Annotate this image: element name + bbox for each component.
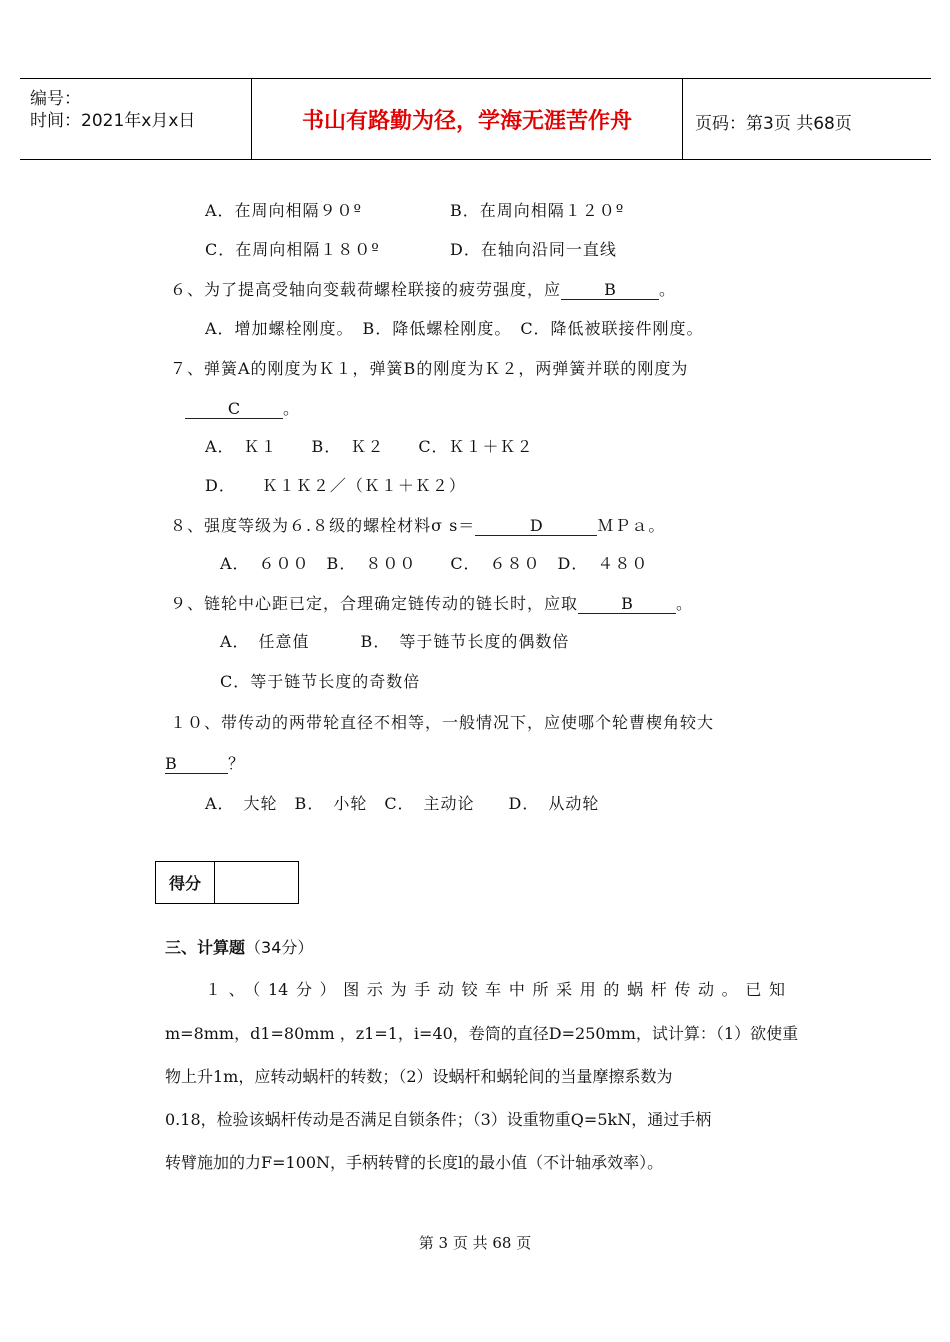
q7-answer: C bbox=[185, 399, 283, 419]
header-page-label: 页码：第3页 共68页 bbox=[695, 114, 852, 134]
page-footer: 第 3 页 共 68 页 bbox=[418, 1234, 532, 1252]
q9-line bbox=[170, 591, 693, 614]
q5-option-b: B．在周向相隔１２０º bbox=[450, 201, 625, 220]
q5-option-a: A．在周向相隔９０º bbox=[205, 201, 363, 220]
q7-answer-line bbox=[185, 396, 300, 419]
q10-end: ？ bbox=[228, 754, 246, 773]
q8-end: ＭＰａ。 bbox=[597, 516, 666, 535]
problem-line-1: １、（14分）图示为手动铰车中所采用的蜗杆传动。已知 bbox=[205, 980, 785, 999]
page-header bbox=[20, 78, 931, 160]
score-label: 得分 bbox=[156, 862, 215, 903]
section-points: （34分） bbox=[245, 938, 314, 957]
header-meta-cell bbox=[20, 79, 252, 159]
q9-answer: B bbox=[578, 594, 676, 614]
q8-text: ８、强度等级为６.８级的螺栓材料σ s＝ bbox=[170, 516, 476, 535]
section-title-text: 三、计算题 bbox=[165, 938, 246, 957]
q10-options: A． 大轮 B． 小轮 C． 主动论 D． 从动轮 bbox=[205, 794, 600, 813]
q5-option-c: C．在周向相隔１８０º bbox=[205, 240, 380, 259]
q7-options-2: D． Ｋ１Ｋ２／（Ｋ１＋Ｋ２） bbox=[205, 476, 466, 495]
q8-line bbox=[170, 513, 665, 536]
q9-options-2: C．等于链节长度的奇数倍 bbox=[220, 672, 421, 691]
problem-line-5: 转臂施加的力F=100N，手柄转臂的长度l的最小值（不计轴承效率）。 bbox=[165, 1153, 664, 1172]
number-label: 编号： bbox=[30, 89, 81, 109]
q9-end: 。 bbox=[676, 594, 694, 613]
section-title bbox=[165, 935, 313, 958]
time-label: 时间：2021年x月x日 bbox=[30, 111, 196, 131]
q8-answer: D bbox=[475, 516, 597, 536]
q6-options: A．增加螺栓刚度。 B．降低螺栓刚度。 C．降低被联接件刚度。 bbox=[205, 319, 704, 338]
problem-line-3: 物上升1m，应转动蜗杆的转数；（2）设蜗杆和蜗轮间的当量摩擦系数为 bbox=[165, 1067, 673, 1086]
q6-line bbox=[170, 277, 676, 300]
q8-options: A． ６００ B． ８００ C． ６８０ D． ４８０ bbox=[220, 554, 649, 573]
problem-line-4: 0.18，检验该蜗杆传动是否满足自锁条件；（3）设重物重Q=5kN，通过手柄 bbox=[165, 1110, 712, 1129]
q5-option-d: D．在轴向沿同一直线 bbox=[450, 240, 617, 259]
q10-answer-line bbox=[165, 751, 245, 774]
score-box bbox=[155, 861, 299, 904]
q9-text: ９、链轮中心距已定，合理确定链传动的链长时，应取 bbox=[170, 594, 579, 613]
q7-text: ７、弹簧A的刚度为Ｋ１，弹簧B的刚度为Ｋ２，两弹簧并联的刚度为 bbox=[170, 359, 689, 378]
q6-text: ６、为了提高受轴向变载荷螺栓联接的疲劳强度，应 bbox=[170, 280, 562, 299]
q9-options-1: A． 任意值 B． 等于链节长度的偶数倍 bbox=[220, 632, 570, 651]
q7-end: 。 bbox=[283, 399, 301, 418]
q10-answer: B bbox=[165, 754, 228, 774]
q10-text: １０、带传动的两带轮直径不相等，一般情况下，应使哪个轮曹楔角较大 bbox=[170, 713, 715, 732]
q6-end: 。 bbox=[659, 280, 677, 299]
q7-options-1: A． Ｋ１ B． Ｋ２ C．Ｋ１＋Ｋ２ bbox=[205, 437, 534, 456]
q6-answer: B bbox=[561, 280, 659, 300]
problem-line-2: m=8mm，d1=80mm ，z1=1，i=40，卷筒的直径D=250mm，试计算：（1）欲使重 bbox=[165, 1024, 799, 1043]
header-motto: 书山有路勤为径，学海无涯苦作舟 bbox=[252, 79, 683, 159]
